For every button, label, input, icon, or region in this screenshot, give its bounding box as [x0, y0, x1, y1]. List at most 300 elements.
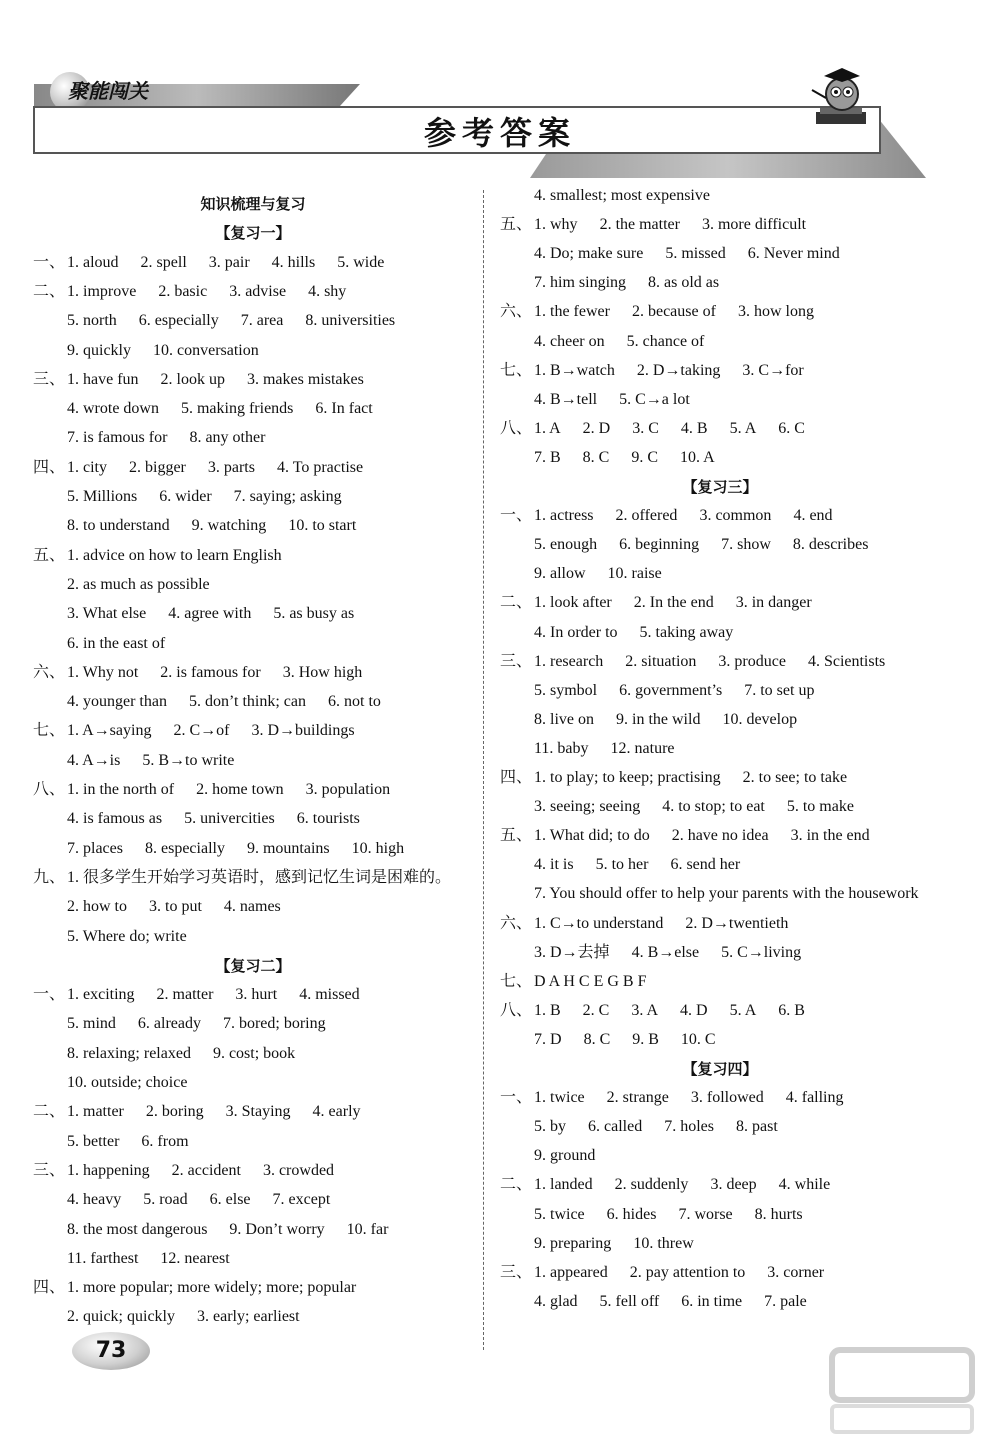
answer-item: 2. In the end: [633, 594, 714, 612]
answer-item: 4. names: [223, 898, 281, 916]
question-number: 七、: [500, 361, 533, 379]
answer-item: 10. outside; choice: [67, 1074, 188, 1091]
answer-item: 6. especially: [138, 312, 219, 330]
answer-item: 1. What did; to do: [534, 827, 650, 845]
answer-item: 3. to put: [149, 898, 202, 916]
answer-row: [500, 591, 834, 615]
answer-item: 6. C: [778, 419, 805, 437]
answer-item: 1. B→watch: [534, 361, 615, 379]
answer-item: 4. early: [312, 1103, 361, 1121]
answer-item: 1. advice on how to learn English: [67, 546, 282, 564]
answer-item: 1. improve: [67, 282, 137, 300]
answer-item: 6. not to: [328, 693, 381, 711]
answer-item: 2. D→taking: [636, 361, 721, 379]
question-number: 五、: [500, 827, 533, 845]
answer-item: 9. in the wild: [616, 710, 701, 728]
question-number: 四、: [500, 769, 533, 786]
question-number: 一、: [500, 507, 533, 525]
answer-item: 3. C→for: [742, 361, 804, 379]
question-number: 三、: [33, 1161, 66, 1179]
answer-item: 4. shy: [308, 282, 347, 300]
answer-row: [500, 824, 892, 848]
answer-item: 3. seeing; seeing: [534, 798, 641, 816]
answer-item: 8. as old as: [648, 274, 720, 292]
answer-row: [500, 853, 762, 877]
answer-row: [500, 737, 697, 761]
answer-item: 3. in danger: [735, 594, 812, 612]
answer-row: [500, 271, 741, 295]
answer-item: 5. to make: [786, 798, 854, 816]
answer-row: [33, 778, 412, 802]
answer-item: 1. 很多学生开始学习英语时，感到记忆生词是困难的。: [67, 868, 452, 886]
answer-item: 1. actress: [534, 507, 594, 525]
question-number: 六、: [500, 914, 533, 932]
answer-item: 5. enough: [534, 536, 598, 554]
answer-item: 10. high: [351, 839, 405, 857]
answer-item: 5. fell off: [599, 1292, 660, 1310]
answer-item: 5. A: [729, 1001, 757, 1019]
answer-item: 4. missed: [299, 986, 360, 1004]
answer-row: [33, 807, 382, 831]
answer-item: 2. how to: [67, 898, 127, 916]
answer-row: [33, 573, 232, 597]
answer-item: 4. To practise: [276, 458, 364, 476]
answer-item: 7. is famous for: [67, 429, 168, 447]
answer-item: 2. suddenly: [614, 1176, 689, 1194]
answer-item: 2. pay attention to: [629, 1263, 746, 1281]
answer-item: 6. hides: [606, 1205, 657, 1223]
answer-item: 5. north: [67, 312, 117, 330]
answer-item: 10. develop: [722, 710, 798, 728]
answer-row: [33, 426, 287, 450]
answer-item: 3. deep: [710, 1176, 757, 1194]
answer-item: 3. A: [631, 1001, 659, 1019]
answer-item: 7. bored; boring: [222, 1015, 326, 1033]
answer-item: 2. boring: [145, 1103, 204, 1121]
question-number: 四、: [33, 458, 66, 476]
answer-item: 3. hurt: [235, 986, 278, 1004]
answer-row: [500, 679, 836, 703]
answer-item: 1. appeared: [534, 1263, 608, 1281]
answer-item: 10. threw: [633, 1234, 694, 1252]
answer-item: 6. beginning: [619, 536, 700, 554]
answer-item: 10. A: [680, 448, 715, 466]
answer-item: 5. making friends: [180, 400, 294, 418]
answer-item: 3. how long: [737, 303, 814, 321]
answer-row: [500, 1173, 852, 1197]
answer-item: 5. symbol: [534, 681, 598, 699]
page-title: 参考答案: [423, 114, 576, 152]
answer-row: [500, 766, 869, 790]
answer-row: [500, 242, 862, 266]
question-number: 八、: [500, 1001, 533, 1019]
question-number: 八、: [500, 419, 533, 437]
answer-item: 4. while: [778, 1176, 831, 1194]
answer-item: 1. twice: [534, 1089, 585, 1107]
answer-item: 3. What else: [67, 605, 147, 623]
answer-item: 1. city: [67, 458, 107, 476]
answer-row: [500, 650, 907, 674]
owl-graduate-icon: [810, 64, 880, 134]
answer-item: 10. C: [680, 1030, 716, 1048]
section-heading: 【复习一】: [215, 224, 291, 243]
answer-item: 5. C→living: [721, 943, 802, 961]
answer-row: [500, 999, 827, 1023]
answer-item: 4. Scientists: [807, 652, 886, 670]
answer-row: [33, 397, 395, 421]
answer-row: [500, 1086, 866, 1110]
answer-item: 1. more popular; more widely; more; popular: [67, 1279, 357, 1297]
answer-row: [500, 795, 876, 819]
answer-row: [33, 1276, 378, 1300]
watermark-logo: [828, 1340, 978, 1440]
answer-item: 5. missed: [665, 245, 726, 263]
answer-item: 3. advise: [229, 282, 287, 300]
answer-item: 4. hills: [271, 253, 316, 271]
answer-item: 9. mountains: [246, 839, 330, 857]
answer-item: 3. D→去掉: [534, 943, 610, 961]
answer-item: 4. B: [680, 419, 708, 437]
answer-item: 4. In order to: [534, 623, 618, 641]
answer-item: 2. as much as possible: [67, 575, 210, 593]
answer-item: 2. C: [582, 1001, 610, 1019]
answer-row: [500, 912, 810, 936]
answer-item: 3. in the end: [790, 827, 870, 845]
answer-item: 7. holes: [664, 1118, 714, 1136]
answer-item: 3. corner: [767, 1263, 825, 1281]
answer-item: 4. younger than: [67, 693, 167, 711]
answer-item: 2. to see; to take: [742, 769, 848, 786]
question-number: 一、: [500, 1089, 533, 1107]
answer-item: 6. called: [588, 1118, 643, 1136]
question-number: 七、: [33, 722, 66, 740]
answer-row: [500, 1028, 738, 1052]
question-number: 六、: [500, 303, 533, 321]
question-number: 二、: [500, 594, 533, 612]
answer-item: 5. better: [67, 1132, 120, 1150]
answer-item: 6. already: [137, 1015, 201, 1033]
answer-item: 5. twice: [534, 1205, 585, 1223]
answer-row: [33, 632, 187, 656]
answer-item: 3. common: [699, 507, 772, 525]
answer-item: 3. early; earliest: [196, 1308, 300, 1326]
answer-item: 9. C: [631, 448, 659, 466]
answer-item: 2. D: [582, 419, 611, 437]
section-heading: 【复习三】: [682, 478, 758, 496]
answer-item: 10. to start: [288, 517, 357, 535]
answer-item: 3. more difficult: [701, 216, 807, 234]
answer-item: 4. B→else: [631, 943, 700, 961]
answer-item: 1. A: [534, 419, 561, 437]
question-number: 一、: [33, 986, 66, 1004]
answer-item: 1. C→to understand: [534, 914, 664, 932]
answer-item: 9. allow: [534, 565, 586, 583]
answer-item: 5. Where do; write: [67, 927, 187, 945]
answer-item: 8. C: [582, 448, 610, 466]
answer-item: 9. B: [632, 1030, 659, 1048]
answer-row: [33, 866, 473, 890]
answer-item: 3. followed: [690, 1089, 764, 1107]
answer-item: 12. nearest: [160, 1249, 230, 1267]
answer-item: 5. B→to write: [142, 751, 235, 769]
answer-row: [500, 388, 712, 412]
answer-item: 5. Millions: [67, 488, 138, 505]
answer-row: [33, 837, 426, 861]
answer-row: [500, 504, 855, 528]
answer-item: 8. past: [735, 1118, 778, 1136]
answer-row: [33, 749, 256, 773]
answer-item: 1. happening: [67, 1161, 150, 1179]
question-number: 八、: [33, 781, 66, 798]
answer-row: [33, 661, 384, 685]
answer-item: 4. to stop; to eat: [662, 798, 765, 816]
answer-item: 2. basic: [158, 282, 208, 300]
answer-row: [33, 1188, 352, 1212]
answer-item: 5. C→a lot: [619, 390, 690, 408]
answer-item: 1. in the north of: [67, 781, 175, 798]
answer-item: 7. B: [534, 448, 561, 466]
answer-item: 3. population: [305, 781, 391, 798]
answer-item: 2. bigger: [129, 458, 186, 476]
answer-row: [500, 1115, 800, 1139]
answer-row: [500, 359, 826, 383]
answer-item: 9. preparing: [534, 1234, 612, 1252]
answer-item: 4. Do; make sure: [534, 245, 644, 263]
answer-item: 6. Never mind: [747, 245, 840, 263]
answer-item: 3. How high: [282, 663, 363, 681]
answer-item: 12. nature: [610, 739, 675, 757]
answer-item: 9. Don’t worry: [229, 1220, 325, 1238]
answer-row: [33, 1159, 356, 1183]
answer-item: 7. area: [240, 312, 284, 330]
answer-item: 7. saying; asking: [233, 488, 342, 505]
answer-item: 3. C: [632, 419, 659, 437]
answer-item: 5. don’t think; can: [188, 693, 307, 711]
answer-row: [33, 925, 209, 949]
answer-row: [33, 514, 378, 538]
answer-item: 2. quick; quickly: [67, 1308, 175, 1326]
answer-item: 4. B→tell: [534, 390, 598, 408]
answer-item: 2. look up: [160, 370, 225, 388]
answer-item: 7. places: [67, 839, 123, 857]
answer-item: 2. accident: [171, 1161, 241, 1179]
answer-item: 7. pale: [764, 1292, 807, 1310]
answer-row: [33, 368, 386, 392]
answer-row: [33, 339, 281, 363]
answer-item: 5. A: [729, 419, 757, 437]
answer-item: 3. parts: [207, 458, 255, 476]
answer-row: [500, 417, 827, 441]
answer-item: 8. to understand: [67, 517, 170, 535]
answer-row: [500, 1203, 825, 1227]
answer-item: 2. D→twentieth: [685, 914, 789, 932]
answer-item: 4. falling: [785, 1089, 844, 1107]
answer-row: [500, 1290, 829, 1314]
answer-item: 1. to play; to keep; practising: [534, 769, 721, 786]
answer-item: 5. by: [534, 1118, 566, 1136]
answer-item: 2. C→of: [173, 722, 230, 740]
answer-row: [500, 533, 890, 557]
answer-row: [33, 1218, 410, 1242]
answer-row: [500, 330, 726, 354]
section-heading: 【复习四】: [682, 1060, 758, 1078]
question-number: 三、: [500, 1263, 533, 1281]
answer-item: 5. taking away: [639, 623, 734, 641]
question-number: 二、: [33, 282, 66, 300]
answer-row: [500, 562, 684, 586]
answer-item: 1. landed: [534, 1176, 593, 1194]
answer-item: 8. C: [583, 1030, 611, 1048]
answer-row: [33, 1100, 383, 1124]
answer-item: 9. cost; book: [212, 1044, 296, 1062]
answer-item: 9. ground: [534, 1147, 596, 1165]
answer-item: 7. show: [721, 536, 771, 554]
answer-row: [500, 300, 836, 324]
question-number: 七、: [500, 972, 533, 990]
answer-item: 8. hurts: [754, 1205, 803, 1223]
answer-item: 6. In fact: [315, 400, 373, 418]
answer-item: 6. in time: [681, 1292, 743, 1310]
answer-item: 11. baby: [534, 739, 589, 757]
answer-row: [33, 895, 303, 919]
answer-item: 2. matter: [156, 986, 214, 1004]
answer-item: 3. makes mistakes: [246, 370, 364, 388]
answer-item: 1. matter: [67, 1103, 124, 1121]
question-number: 五、: [33, 546, 66, 564]
answer-item: 2. have no idea: [671, 827, 769, 845]
question-number: 三、: [500, 652, 533, 670]
answer-row: [33, 280, 368, 304]
answer-row: [500, 941, 823, 965]
answer-item: 6. government’s: [619, 681, 723, 699]
answer-item: 6. tourists: [296, 810, 360, 828]
answer-item: 4. glad: [534, 1292, 578, 1310]
answer-item: 3. D→buildings: [251, 722, 355, 740]
section-heading: 知识梳理与复习: [200, 195, 306, 213]
answer-item: 4. it is: [534, 856, 574, 874]
answer-row: [33, 1071, 209, 1095]
answer-item: 2. spell: [140, 253, 187, 271]
answer-item: 5. to her: [595, 856, 649, 874]
answer-item: 9. watching: [191, 517, 267, 535]
answer-item: 4. wrote down: [67, 400, 159, 418]
answer-item: 5. mind: [67, 1015, 116, 1033]
question-number: 四、: [33, 1279, 66, 1297]
answer-item: 6. from: [141, 1132, 189, 1150]
answer-row: [33, 983, 382, 1007]
answer-item: 8. the most dangerous: [67, 1220, 208, 1238]
answer-item: 2. because of: [631, 303, 716, 321]
question-number: 二、: [33, 1103, 66, 1121]
answer-item: 2. situation: [625, 652, 697, 670]
column-divider: [483, 190, 484, 1350]
answer-row: [500, 970, 668, 994]
question-number: 一、: [33, 253, 66, 271]
answer-item: 5. as busy as: [273, 605, 355, 623]
answer-row: [500, 1144, 617, 1168]
answer-item: 8. universities: [305, 312, 396, 330]
answer-item: 1. the fewer: [534, 303, 610, 321]
answer-row: [33, 1012, 348, 1036]
answer-item: 2. offered: [615, 507, 678, 525]
answer-item: 10. raise: [607, 565, 662, 583]
answer-item: 6. wider: [159, 488, 212, 505]
answer-item: D A H C E G B F: [534, 972, 647, 990]
answer-item: 5. road: [143, 1191, 188, 1209]
answer-item: 3. pair: [208, 253, 250, 271]
answer-item: 8. relaxing; relaxed: [67, 1044, 191, 1062]
question-number: 九、: [33, 868, 66, 886]
answer-item: 7. him singing: [534, 274, 627, 292]
page-number: 73: [95, 1338, 127, 1363]
answer-item: 3. Staying: [225, 1103, 291, 1121]
answer-item: 1. aloud: [67, 253, 119, 271]
answer-item: 7. D: [534, 1030, 562, 1048]
answer-row: [33, 1130, 211, 1154]
answer-item: 4. is famous as: [67, 810, 163, 828]
answer-item: 4. end: [793, 507, 833, 525]
answer-item: 9. quickly: [67, 341, 131, 359]
answer-row: [33, 456, 385, 480]
question-number: 六、: [33, 663, 66, 681]
answer-item: 6. in the east of: [67, 634, 166, 652]
answer-item: 1. why: [534, 216, 578, 234]
answer-item: 1. look after: [534, 594, 612, 612]
answer-item: 4. D: [680, 1001, 708, 1019]
question-number: 五、: [500, 216, 533, 234]
answer-item: 4. heavy: [67, 1191, 122, 1209]
answer-item: 2. home town: [196, 781, 284, 798]
answer-row: [33, 1247, 252, 1271]
question-number: 三、: [33, 370, 66, 388]
answer-item: 4. smallest; most expensive: [534, 187, 710, 204]
answer-row: [500, 213, 828, 237]
answer-item: 4. cheer on: [534, 332, 605, 350]
answer-row: [500, 1232, 716, 1256]
answer-item: 10. far: [346, 1220, 389, 1238]
answer-item: 1. Why not: [67, 663, 139, 681]
answer-item: 4. agree with: [168, 605, 252, 623]
answer-item: 7. except: [272, 1191, 331, 1209]
answer-item: 1. research: [534, 652, 604, 670]
answer-item: 6. B: [778, 1001, 805, 1019]
answer-item: 7. You should offer to help your parents with the housework: [534, 885, 919, 903]
section-heading: 【复习二】: [215, 956, 291, 975]
answer-row: [33, 1042, 317, 1066]
answer-item: 6. send her: [670, 856, 741, 874]
brand-logo: 聚能闯关: [68, 79, 148, 103]
answer-item: 5. chance of: [626, 332, 705, 350]
answer-item: 1. exciting: [67, 986, 135, 1004]
answer-item: 10. conversation: [153, 341, 259, 359]
answer-item: 8. especially: [144, 839, 225, 857]
answer-row: [500, 184, 732, 208]
answer-row: [500, 708, 819, 732]
answer-item: 1. A→saying: [67, 722, 152, 740]
answer-item: 11. farthest: [67, 1249, 139, 1267]
answer-row: [33, 544, 304, 568]
answer-row: [33, 309, 417, 333]
answer-item: 8. any other: [189, 429, 266, 447]
answer-row: [500, 882, 941, 906]
question-number: 二、: [500, 1176, 533, 1194]
answer-row: [500, 621, 755, 645]
answer-row: [33, 602, 376, 626]
answer-item: 1. B: [534, 1001, 561, 1019]
answer-item: 2. is famous for: [160, 663, 261, 681]
answer-item: 4. A→is: [67, 751, 121, 769]
answer-item: 8. describes: [792, 536, 869, 554]
